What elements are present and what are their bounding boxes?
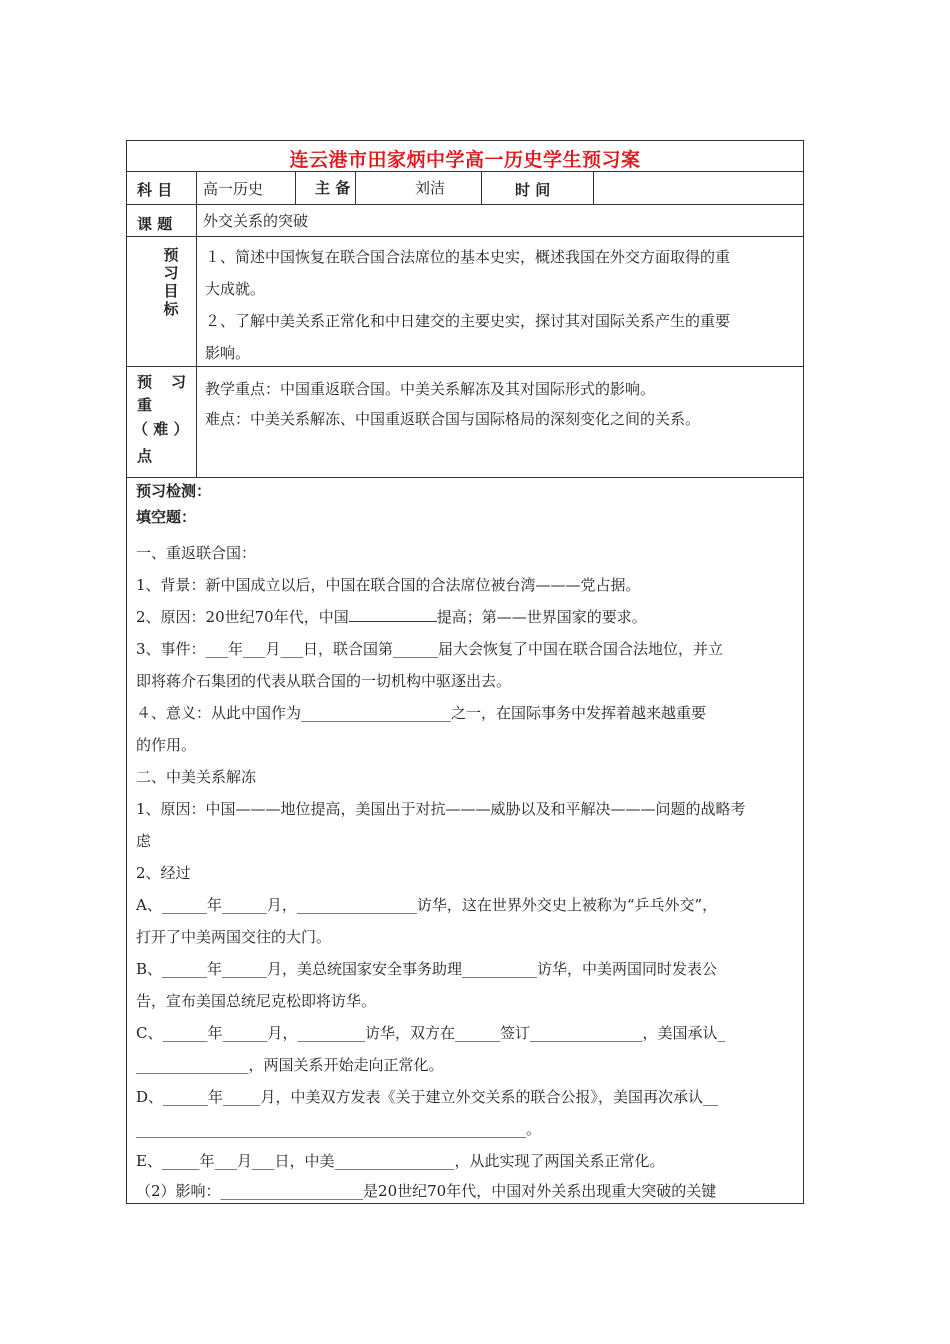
item-e1: E、_____年___月___日，中美________________，从此实现了两国关系正常化。 [136,1152,665,1170]
item-b1: B、______年______月，美总统国家安全事务助理__________访华，中美两国同时发表公 [136,960,718,978]
divider [481,171,482,204]
focus-label-1: 预 习 [137,373,189,391]
item-a2: 打开了中美两国交往的大门。 [136,928,332,946]
goals-label-char: 习 [163,264,179,282]
divider [593,171,594,204]
s1-item-2 [136,601,798,633]
s1-item-4b: 的作用。 [136,736,197,754]
host-value: 刘洁 [415,179,446,197]
goals-label-char: 标 [163,300,179,318]
focus-label-2: 重 [137,396,153,414]
goal-1b: 大成就。 [205,280,266,298]
s1-item-4a: ４、意义：从此中国作为____________________之一，在国际事务中发挥着越来越重要 [136,704,707,722]
lesson-value: 外交关系的突破 [203,212,309,230]
host-label: 主 备 [315,179,351,197]
divider [295,171,296,204]
goals-label-char: 预 [163,246,179,264]
check-sub: 填空题： [136,508,197,526]
s1-item-2a: 2、原因：20世纪70年代，中国 [136,608,349,626]
item-a1: A、______年______月，________________访华，这在世界外交史上被称为“乒乓外交”， [136,896,718,914]
s1-item-2b: 提高；第——世界国家的要求。 [436,608,647,626]
item-f1: （2）影响：___________________是20世纪70年代，中国对外关系出现重大突破的关键 [136,1182,717,1200]
goal-2b: 影响。 [205,344,251,362]
focus-label-4: 点 [137,447,153,465]
divider [127,366,803,367]
divider [127,204,803,205]
check-heading: 预习检测： [136,482,212,500]
subject-label: 科 目 [137,181,173,199]
focus-label-3: （ 难 ） [133,420,189,438]
fill-blank[interactable] [349,607,437,622]
s1-item-1: 1、背景：新中国成立以后，中国在联合国的合法席位被台湾———党占据。 [136,576,641,594]
preview-sheet [126,140,804,1204]
time-label: 时 间 [515,181,551,199]
item-d1: D、______年_____月，中美双方发表《关于建立外交关系的联合公报》，美国再次承认__ [136,1088,719,1106]
divider [127,477,803,478]
s1-item-3a: 3、事件：___年___月___日，联合国第______届大会恢复了中国在联合国合法地位，并立 [136,640,724,658]
divider [355,171,356,204]
s2-item-2: 2、经过 [136,864,191,882]
divider [127,236,803,237]
item-b2: 告，宣布美国总统尼克松即将访华。 [136,992,377,1010]
section-1-title: 一、重返联合国： [136,544,257,562]
focus-difficult: 难点：中美关系解冻、中国重返联合国与国际格局的深刻变化之间的关系。 [205,410,701,428]
s1-item-3b: 即将蒋介石集团的代表从联合国的一切机构中驱逐出去。 [136,672,512,690]
item-c1: C、______年______月，_________访华，双方在______签订_______________，美国承认_ [136,1024,725,1042]
divider [196,236,197,477]
goal-2a: ２、了解中美关系正常化和中日建交的主要史实，探讨其对国际关系产生的重要 [205,312,731,330]
section-2-title: 二、中美关系解冻 [136,768,257,786]
lesson-label: 课 题 [137,215,173,233]
item-d2: ____________________________________________________。 [136,1120,542,1138]
focus-key: 教学重点：中国重返联合国。中美关系解冻及其对国际形式的影响。 [205,380,656,398]
page-title: 连云港市田家炳中学高一历史学生预习案 [289,149,641,171]
subject-value: 高一历史 [203,180,264,198]
s2-item-1b: 虑 [136,832,152,850]
goals-label-char: 目 [163,282,179,300]
goal-1a: １、简述中国恢复在联合国合法席位的基本史实，概述我国在外交方面取得的重 [205,248,731,266]
item-c2: _______________，两国关系开始走向正常化。 [136,1056,444,1074]
divider [127,171,803,172]
s2-item-1a: 1、原因：中国———地位提高，美国出于对抗———威胁以及和平解决———问题的战略考 [136,800,746,818]
